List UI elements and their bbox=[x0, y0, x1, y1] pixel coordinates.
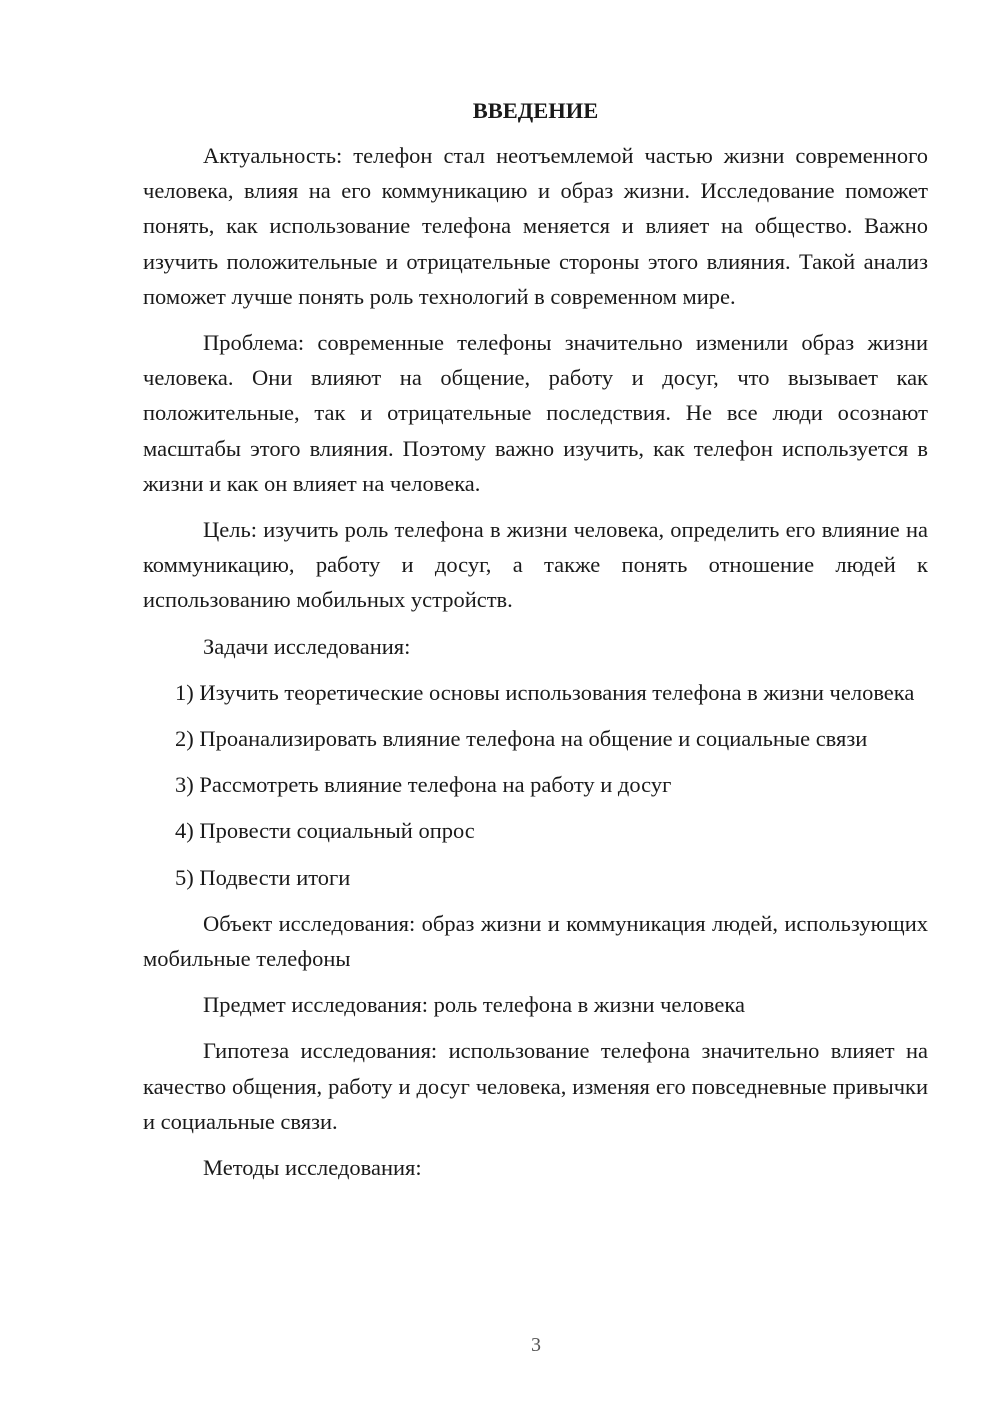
paragraph-problem: Проблема: современные телефоны значительно изменили образ жизни человека. Они влияют на общение, работу и досуг, что вызывает как положительные, так и отрицательные последствия. Не все люди осознают масштабы этого влияния. Поэтому важно изучить, как телефон используется в жизни и как он влияет на человека. bbox=[143, 330, 928, 496]
paragraph-methods-heading: Методы исследования: bbox=[203, 1155, 422, 1181]
paragraph-hypothesis: Гипотеза исследования: использование телефона значительно влияет на качество общения, работу и досуг человека, изменяя его повседневные привычки и социальные связи. bbox=[143, 1038, 928, 1134]
paragraph-tasks-heading: Задачи исследования: bbox=[203, 633, 411, 659]
page-content bbox=[143, 96, 928, 1196]
task-item-4: 4) Провести социальный опрос bbox=[175, 818, 475, 844]
paragraph-goal: Цель: изучить роль телефона в жизни человека, определить его влияние на коммуникацию, работу и досуг, а также понять отношение людей к использованию мобильных устройств. bbox=[143, 517, 928, 613]
page-number: 3 bbox=[531, 1334, 541, 1356]
paragraph-subject: Предмет исследования: роль телефона в жизни человека bbox=[203, 992, 745, 1018]
section-title: ВВЕДЕНИЕ bbox=[472, 98, 599, 123]
task-item-5: 5) Подвести итоги bbox=[175, 864, 351, 890]
task-item-1: 1) Изучить теоретические основы использования телефона в жизни человека bbox=[175, 679, 915, 705]
paragraph-relevance: Актуальность: телефон стал неотъемлемой частью жизни современного человека, влияя на его коммуникацию и образ жизни. Исследование поможет понять, как использование телефона меняется и влияет на общество. Важно изучить положительные и отрицательные стороны этого влияния. Такой анализ поможет лучше понять роль технологий в современном мире. bbox=[143, 143, 928, 309]
task-item-3: 3) Рассмотреть влияние телефона на работу и досуг bbox=[175, 772, 672, 798]
paragraph-object: Объект исследования: образ жизни и коммуникация людей, использующих мобильные телефоны bbox=[143, 910, 928, 972]
task-item-2: 2) Проанализировать влияние телефона на общение и социальные связи bbox=[175, 726, 868, 752]
